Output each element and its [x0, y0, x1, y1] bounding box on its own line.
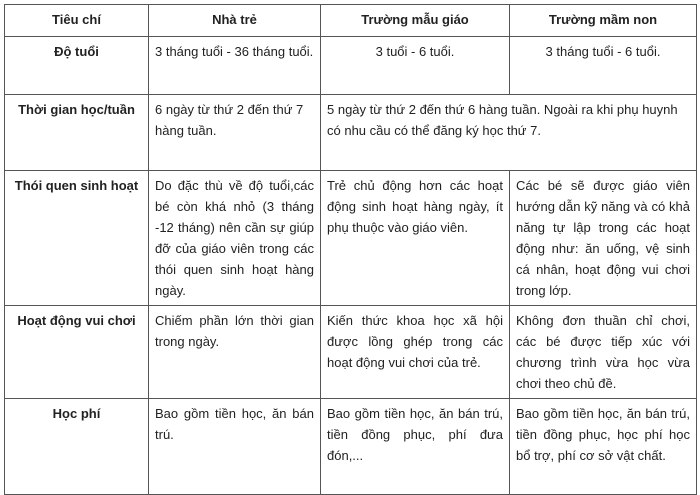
header-preschool: Trường mầm non — [510, 5, 697, 37]
row-label-play: Hoạt động vui chơi — [5, 306, 149, 399]
cell-play-nursery: Chiếm phần lớn thời gian trong ngày. — [149, 306, 321, 399]
row-label-fees: Học phí — [5, 399, 149, 495]
comparison-table — [4, 4, 697, 495]
cell-age-kindergarten: 3 tuổi - 6 tuổi. — [321, 37, 510, 95]
header-kindergarten: Trường mẫu giáo — [321, 5, 510, 37]
cell-habits-kindergarten: Trẻ chủ động hơn các hoạt động sinh hoạt hàng ngày, ít phụ thuộc vào giáo viên. — [321, 171, 510, 306]
row-schedule — [5, 95, 697, 171]
row-label-schedule: Thời gian học/tuần — [5, 95, 149, 171]
row-habits — [5, 171, 697, 306]
cell-play-kindergarten: Kiến thức khoa học xã hội được lồng ghép trong các hoạt động vui chơi của trẻ. — [321, 306, 510, 399]
row-label-age: Độ tuổi — [5, 37, 149, 95]
cell-schedule-merged: 5 ngày từ thứ 2 đến thứ 6 hàng tuần. Ngoài ra khi phụ huynh có nhu cầu có thể đăng ký học thứ 7. — [321, 95, 697, 171]
row-play — [5, 306, 697, 399]
cell-fees-nursery: Bao gồm tiền học, ăn bán trú. — [149, 399, 321, 495]
row-label-habits: Thói quen sinh hoạt — [5, 171, 149, 306]
row-age — [5, 37, 697, 95]
header-nursery: Nhà trẻ — [149, 5, 321, 37]
cell-age-nursery: 3 tháng tuổi - 36 tháng tuổi. — [149, 37, 321, 95]
row-fees — [5, 399, 697, 495]
cell-play-preschool: Không đơn thuần chỉ chơi, các bé được tiếp xúc với chương trình vừa học vừa chơi theo chủ đề. — [510, 306, 697, 399]
cell-schedule-nursery: 6 ngày từ thứ 2 đến thứ 7 hàng tuần. — [149, 95, 321, 171]
cell-habits-preschool: Các bé sẽ được giáo viên hướng dẫn kỹ năng và có khả năng tự lập trong các hoạt động như: ăn uống, vệ sinh cá nhân, hoạt động vui chơi trong lớp. — [510, 171, 697, 306]
cell-age-preschool: 3 tháng tuổi - 6 tuổi. — [510, 37, 697, 95]
header-criteria: Tiêu chí — [5, 5, 149, 37]
cell-fees-preschool: Bao gồm tiền học, ăn bán trú, tiền đồng phục, học phí học bổ trợ, phí cơ sở vật chất. — [510, 399, 697, 495]
cell-habits-nursery: Do đặc thù về độ tuổi,các bé còn khá nhỏ (3 tháng -12 tháng) nên cần sự giúp đỡ của giáo viên trong các thói quen sinh hoạt hàng ngày. — [149, 171, 321, 306]
cell-fees-kindergarten: Bao gồm tiền học, ăn bán trú, tiền đồng phục, phí đưa đón,... — [321, 399, 510, 495]
header-row — [5, 5, 697, 37]
